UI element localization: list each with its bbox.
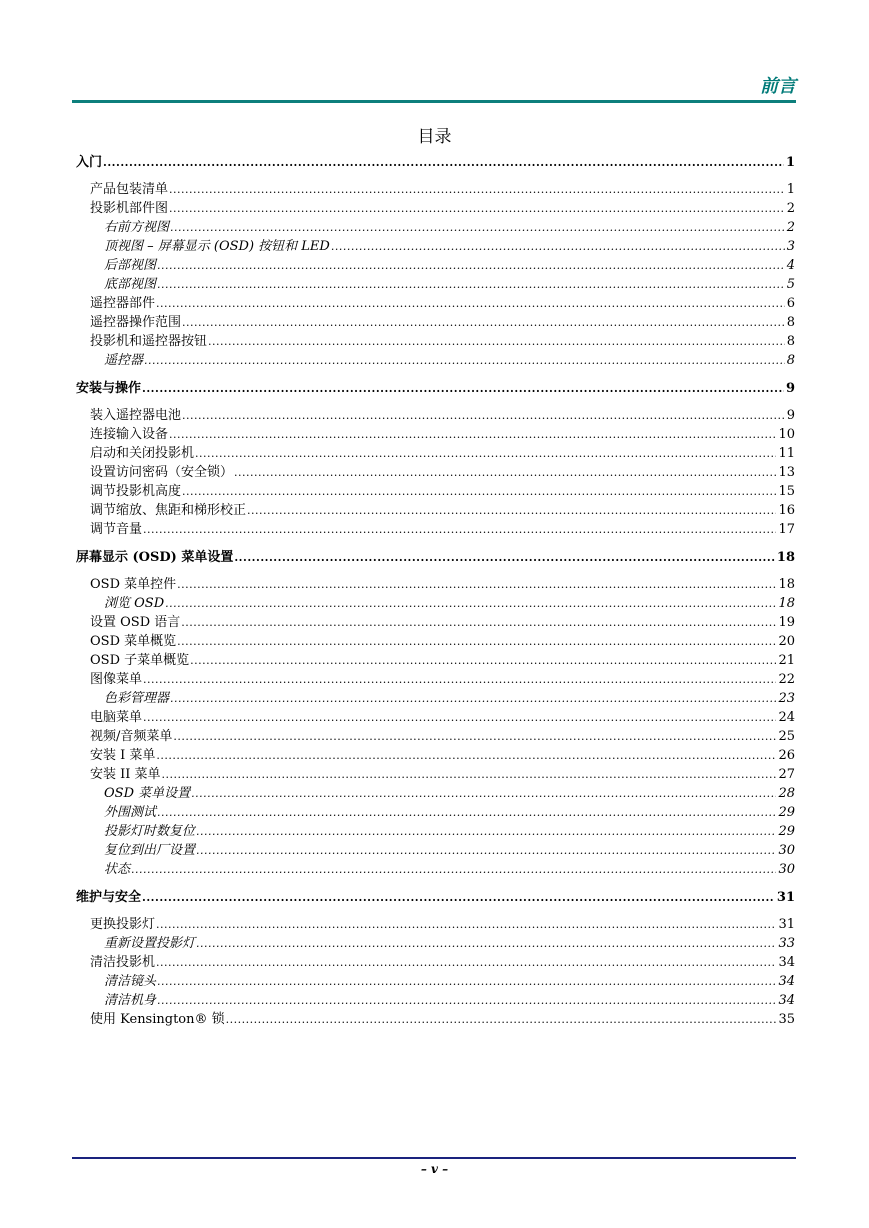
toc-entry[interactable] bbox=[104, 352, 795, 370]
dot-leader bbox=[156, 747, 776, 765]
toc-entry-page: 28 bbox=[778, 786, 795, 801]
toc-entry-page: 16 bbox=[778, 503, 795, 518]
toc-entry-page: 15 bbox=[778, 484, 795, 499]
toc-entry-page: 20 bbox=[778, 634, 795, 649]
toc-entry-label: 设置访问密码（安全锁） bbox=[90, 465, 234, 480]
toc-entry-label: 投影灯时数复位 bbox=[104, 824, 196, 839]
section-title: 前言 bbox=[760, 76, 796, 97]
toc-entry[interactable] bbox=[104, 935, 795, 953]
dot-leader bbox=[226, 1011, 777, 1029]
toc-entry-label: 设置 OSD 语言 bbox=[90, 615, 181, 630]
toc-entry[interactable] bbox=[90, 614, 795, 632]
toc-entry-page: 10 bbox=[778, 427, 795, 442]
dot-leader bbox=[157, 973, 776, 991]
toc-entry-label: 色彩管理器 bbox=[104, 691, 170, 706]
toc-entry[interactable] bbox=[104, 276, 795, 294]
toc-entry-page: 9 bbox=[785, 381, 795, 396]
toc-entry-page: 5 bbox=[786, 277, 795, 292]
toc-entry-page: 34 bbox=[778, 993, 795, 1008]
toc-entry-label: OSD 子菜单概览 bbox=[90, 653, 190, 668]
dot-leader bbox=[195, 445, 776, 463]
toc-entry-page: 8 bbox=[786, 315, 795, 330]
toc-entry[interactable] bbox=[104, 973, 795, 991]
toc-entry-page: 18 bbox=[778, 577, 795, 592]
toc-entry-page: 24 bbox=[778, 710, 795, 725]
dot-leader bbox=[247, 502, 776, 520]
toc-entry-page: 23 bbox=[778, 691, 795, 706]
toc-entry[interactable] bbox=[90, 728, 795, 746]
toc-entry-label: 清洁机身 bbox=[104, 993, 157, 1008]
toc-entry[interactable] bbox=[104, 785, 795, 803]
toc-entry-label: 投影机部件图 bbox=[90, 201, 169, 216]
toc-entry-label: 视频/音频菜单 bbox=[90, 729, 173, 744]
dot-leader bbox=[157, 276, 785, 294]
toc-entry-label: 清洁镜头 bbox=[104, 974, 157, 989]
toc-entry[interactable] bbox=[90, 766, 795, 784]
toc-entry[interactable] bbox=[90, 407, 795, 425]
toc-entry[interactable] bbox=[104, 823, 795, 841]
toc-entry[interactable] bbox=[104, 595, 795, 613]
dot-leader bbox=[196, 823, 776, 841]
dot-leader bbox=[182, 407, 785, 425]
dot-leader bbox=[208, 333, 785, 351]
toc-entry-page: 3 bbox=[786, 239, 795, 254]
toc-entry[interactable] bbox=[90, 954, 795, 972]
toc-entry[interactable] bbox=[90, 464, 795, 482]
footer-rule bbox=[72, 1157, 796, 1159]
dot-leader bbox=[181, 614, 776, 632]
toc-entry-label: 复位到出厂设置 bbox=[104, 843, 196, 858]
toc-entry[interactable] bbox=[90, 295, 795, 313]
toc-entry[interactable] bbox=[90, 445, 795, 463]
toc-entry-label: 浏览 OSD bbox=[104, 596, 165, 611]
dot-leader bbox=[191, 785, 776, 803]
toc-entry-page: 9 bbox=[786, 408, 795, 423]
toc-entry-label: 安装 II 菜单 bbox=[90, 767, 161, 782]
toc-entry-page: 21 bbox=[778, 653, 795, 668]
toc-entry-label: 电脑菜单 bbox=[90, 710, 143, 725]
dot-leader bbox=[177, 576, 776, 594]
toc-entry[interactable] bbox=[90, 521, 795, 539]
dot-leader bbox=[234, 549, 775, 567]
toc-entry[interactable] bbox=[104, 219, 795, 237]
toc-entry[interactable] bbox=[76, 154, 795, 172]
toc-entry-page: 17 bbox=[778, 522, 795, 537]
toc-entry[interactable] bbox=[90, 333, 795, 351]
dot-leader bbox=[170, 690, 776, 708]
toc-entry-label: OSD 菜单设置 bbox=[104, 786, 191, 801]
toc-entry-page: 8 bbox=[786, 334, 795, 349]
toc-entry[interactable] bbox=[90, 502, 795, 520]
toc-entry-page: 34 bbox=[778, 955, 795, 970]
toc-entry[interactable] bbox=[90, 314, 795, 332]
toc-entry-page: 1 bbox=[785, 155, 795, 170]
toc-entry[interactable] bbox=[104, 257, 795, 275]
dot-leader bbox=[196, 842, 776, 860]
toc-entry-page: 1 bbox=[786, 182, 795, 197]
toc-entry-page: 13 bbox=[778, 465, 795, 480]
toc-entry-label: 装入遥控器电池 bbox=[90, 408, 182, 423]
toc-entry-label: 清洁投影机 bbox=[90, 955, 156, 970]
toc-entry-page: 29 bbox=[778, 824, 795, 839]
toc-entry[interactable] bbox=[76, 380, 795, 398]
toc-entry-label: 重新设置投影灯 bbox=[104, 936, 196, 951]
toc-entry-page: 18 bbox=[776, 550, 795, 565]
dot-leader bbox=[170, 219, 785, 237]
dot-leader bbox=[157, 992, 776, 1010]
toc-entry-label: 遥控器部件 bbox=[90, 296, 156, 311]
dot-leader bbox=[331, 238, 785, 256]
toc-entry-label: 使用 Kensington® 锁 bbox=[90, 1012, 225, 1027]
dot-leader bbox=[165, 595, 776, 613]
toc-entry-page: 29 bbox=[778, 805, 795, 820]
toc-entry[interactable] bbox=[90, 483, 795, 501]
dot-leader bbox=[157, 257, 785, 275]
dot-leader bbox=[196, 935, 776, 953]
toc-entry[interactable] bbox=[76, 889, 795, 907]
toc-entry-label: 右前方视图 bbox=[104, 220, 170, 235]
dot-leader bbox=[156, 954, 776, 972]
dot-leader bbox=[169, 426, 776, 444]
toc-entry-label: 遥控器 bbox=[104, 353, 144, 368]
dot-leader bbox=[182, 314, 785, 332]
toc-entry[interactable] bbox=[76, 549, 795, 567]
dot-leader bbox=[142, 380, 784, 398]
toc-entry-page: 6 bbox=[786, 296, 795, 311]
dot-leader bbox=[156, 916, 776, 934]
toc-entry-page: 27 bbox=[778, 767, 795, 782]
toc-entry[interactable] bbox=[90, 709, 795, 727]
toc-entry[interactable] bbox=[90, 652, 795, 670]
toc-entry[interactable] bbox=[90, 671, 795, 689]
toc-entry[interactable] bbox=[90, 1011, 795, 1029]
toc-entry-page: 31 bbox=[776, 890, 795, 905]
toc-title: 目录 bbox=[417, 127, 452, 147]
toc-entry-label: 状态 bbox=[104, 862, 131, 877]
dot-leader bbox=[162, 766, 777, 784]
toc-entry-page: 22 bbox=[778, 672, 795, 687]
toc-entry[interactable] bbox=[90, 181, 795, 199]
dot-leader bbox=[156, 295, 785, 313]
toc-entry-label: 连接输入设备 bbox=[90, 427, 169, 442]
toc-entry-page: 18 bbox=[778, 596, 795, 611]
toc-entry-label: 安装与操作 bbox=[76, 381, 142, 396]
toc-entry-page: 4 bbox=[786, 258, 795, 273]
toc-entry-page: 26 bbox=[778, 748, 795, 763]
toc-entry[interactable] bbox=[90, 426, 795, 444]
toc-entry-page: 35 bbox=[778, 1012, 795, 1027]
toc-entry-page: 31 bbox=[778, 917, 795, 932]
toc-entry-label: 更换投影灯 bbox=[90, 917, 156, 932]
toc-entry-label: OSD 菜单概览 bbox=[90, 634, 177, 649]
toc-entry[interactable] bbox=[90, 747, 795, 765]
toc-entry-label: 调节缩放、焦距和梯形校正 bbox=[90, 503, 247, 518]
toc-entry[interactable] bbox=[104, 690, 795, 708]
toc-entry-label: 投影机和遥控器按钮 bbox=[90, 334, 208, 349]
toc-entry-label: 屏幕显示 (OSD) 菜单设置 bbox=[76, 550, 234, 565]
toc-entry-label: 调节音量 bbox=[90, 522, 143, 537]
toc-entry-page: 30 bbox=[778, 862, 795, 877]
toc-entry-page: 8 bbox=[786, 353, 795, 368]
toc-entry-page: 30 bbox=[778, 843, 795, 858]
toc-entry-page: 34 bbox=[778, 974, 795, 989]
toc-entry-label: 底部视图 bbox=[104, 277, 157, 292]
toc-entry-page: 2 bbox=[786, 220, 795, 235]
toc-entry-label: 后部视图 bbox=[104, 258, 157, 273]
dot-leader bbox=[157, 804, 776, 822]
toc-entry-page: 19 bbox=[778, 615, 795, 630]
toc-entry-page: 2 bbox=[786, 201, 795, 216]
dot-leader bbox=[103, 154, 784, 172]
toc-entry-page: 25 bbox=[778, 729, 795, 744]
dot-leader bbox=[131, 861, 776, 879]
page-number: – v – bbox=[420, 1162, 449, 1176]
page-header bbox=[72, 76, 796, 100]
toc-entry-label: 调节投影机高度 bbox=[90, 484, 182, 499]
toc-entry-page: 33 bbox=[778, 936, 795, 951]
toc-entry-label: 入门 bbox=[76, 155, 103, 170]
toc-entry-label: 顶视图 – 屏幕显示 (OSD) 按钮和 LED bbox=[104, 239, 330, 254]
dot-leader bbox=[173, 728, 776, 746]
toc-entry-label: 安装 I 菜单 bbox=[90, 748, 156, 763]
toc-entry[interactable] bbox=[104, 842, 795, 860]
dot-leader bbox=[190, 652, 776, 670]
dot-leader bbox=[169, 200, 785, 218]
toc-entry-label: 产品包装清单 bbox=[90, 182, 169, 197]
toc-entry[interactable] bbox=[104, 804, 795, 822]
dot-leader bbox=[177, 633, 776, 651]
toc-entry[interactable] bbox=[90, 916, 795, 934]
toc-entry-label: 外围测试 bbox=[104, 805, 157, 820]
toc-entry[interactable] bbox=[90, 576, 795, 594]
toc-entry[interactable] bbox=[104, 238, 795, 256]
toc-entry[interactable] bbox=[104, 992, 795, 1010]
toc-entry-page: 11 bbox=[778, 446, 795, 461]
toc-entry[interactable] bbox=[104, 861, 795, 879]
dot-leader bbox=[142, 889, 775, 907]
toc-entry-label: 遥控器操作范围 bbox=[90, 315, 182, 330]
dot-leader bbox=[144, 352, 785, 370]
toc-entry-label: OSD 菜单控件 bbox=[90, 577, 177, 592]
header-rule bbox=[72, 100, 796, 103]
toc-entry[interactable] bbox=[90, 633, 795, 651]
toc-entry-label: 图像菜单 bbox=[90, 672, 143, 687]
dot-leader bbox=[143, 671, 776, 689]
dot-leader bbox=[234, 464, 776, 482]
dot-leader bbox=[182, 483, 776, 501]
toc-entry-label: 启动和关闭投影机 bbox=[90, 446, 195, 461]
toc-entry-label: 维护与安全 bbox=[76, 890, 142, 905]
toc-entry[interactable] bbox=[90, 200, 795, 218]
dot-leader bbox=[169, 181, 785, 199]
dot-leader bbox=[143, 709, 776, 727]
dot-leader bbox=[143, 521, 776, 539]
